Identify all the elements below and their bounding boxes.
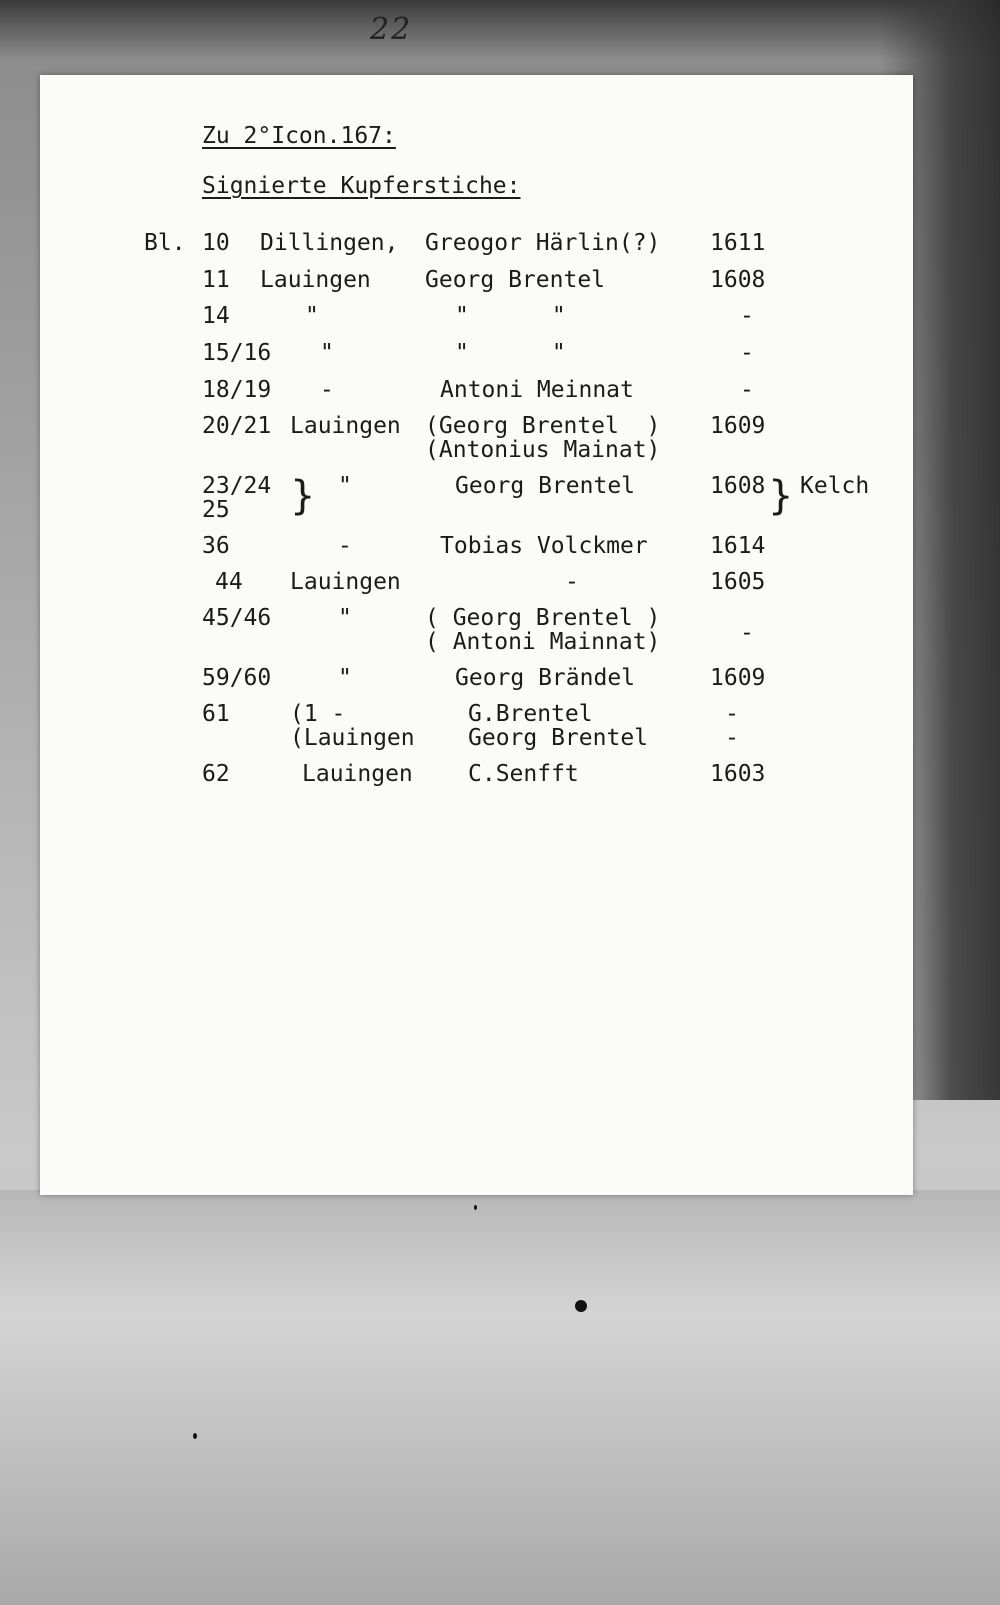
artist: Georg Brentel: [425, 267, 606, 293]
bl-number: 20/21: [202, 413, 272, 439]
bl-prefix: Bl.: [144, 230, 186, 256]
artist: " ": [455, 340, 566, 366]
year-second: -: [725, 725, 739, 751]
year: 1608: [710, 267, 766, 293]
place: ": [338, 473, 352, 499]
place: Dillingen,: [260, 230, 399, 256]
brace-left: }: [290, 473, 316, 519]
artist-second: ( Antoni Mainnat): [425, 629, 661, 655]
handwritten-note: 22: [370, 12, 413, 47]
bl-number: 44: [215, 569, 243, 595]
page-title: Zu 2°Icon.167:: [202, 123, 396, 149]
artist: Antoni Meinnat: [440, 377, 634, 403]
page-subtitle: Signierte Kupferstiche:: [202, 173, 521, 199]
artist: Georg Brändel: [455, 665, 636, 691]
place: Lauingen: [302, 761, 413, 787]
artist: (Georg Brentel ): [425, 413, 661, 439]
brace-right: }: [768, 473, 794, 519]
dust-speck: [474, 1205, 477, 1210]
artist: C.Senfft: [468, 761, 579, 787]
artist: Tobias Volckmer: [440, 533, 648, 559]
year: 1603: [710, 761, 766, 787]
year: -: [740, 377, 754, 403]
artist: -: [565, 569, 579, 595]
artist: " ": [455, 303, 566, 329]
artist: Georg Brentel: [455, 473, 636, 499]
place: -: [338, 533, 352, 559]
bl-number: 11: [202, 267, 230, 293]
place: ": [305, 303, 319, 329]
bl-number: 61: [202, 701, 230, 727]
year: 1609: [710, 665, 766, 691]
place: -: [320, 377, 334, 403]
bl-number: 36: [202, 533, 230, 559]
year: -: [740, 303, 754, 329]
bl-number: 18/19: [202, 377, 272, 403]
place: ": [320, 340, 334, 366]
artist: G.Brentel: [468, 701, 593, 727]
year: -: [740, 620, 754, 646]
year: 1609: [710, 413, 766, 439]
artist: Greogor Härlin(?): [425, 230, 661, 256]
note: Kelch: [800, 473, 870, 499]
artist-second: Georg Brentel: [468, 725, 649, 751]
year: 1608: [710, 473, 766, 499]
bl-number: 45/46: [202, 605, 272, 631]
place: Lauingen: [290, 569, 401, 595]
place: ": [338, 665, 352, 691]
year: 1614: [710, 533, 766, 559]
year: 1605: [710, 569, 766, 595]
artist-second: (Antonius Mainat): [425, 437, 661, 463]
place-second: (Lauingen: [290, 725, 415, 751]
bl-number: 23/24: [202, 473, 272, 499]
bl-number-second: 25: [202, 497, 230, 523]
dust-speck: [193, 1433, 197, 1439]
bl-number: 14: [202, 303, 230, 329]
place: ": [338, 605, 352, 631]
typed-sheet: [40, 75, 913, 1195]
dust-speck: [575, 1300, 587, 1312]
bl-number: 15/16: [202, 340, 272, 366]
year: -: [740, 340, 754, 366]
place: (1 -: [290, 701, 346, 727]
bl-number: 10: [202, 230, 230, 256]
bl-number: 62: [202, 761, 230, 787]
bl-number: 59/60: [202, 665, 272, 691]
year: 1611: [710, 230, 766, 256]
backing-board: [0, 1190, 1000, 1605]
artist: ( Georg Brentel ): [425, 605, 661, 631]
place: Lauingen: [260, 267, 371, 293]
place: Lauingen: [290, 413, 401, 439]
year: -: [725, 701, 739, 727]
